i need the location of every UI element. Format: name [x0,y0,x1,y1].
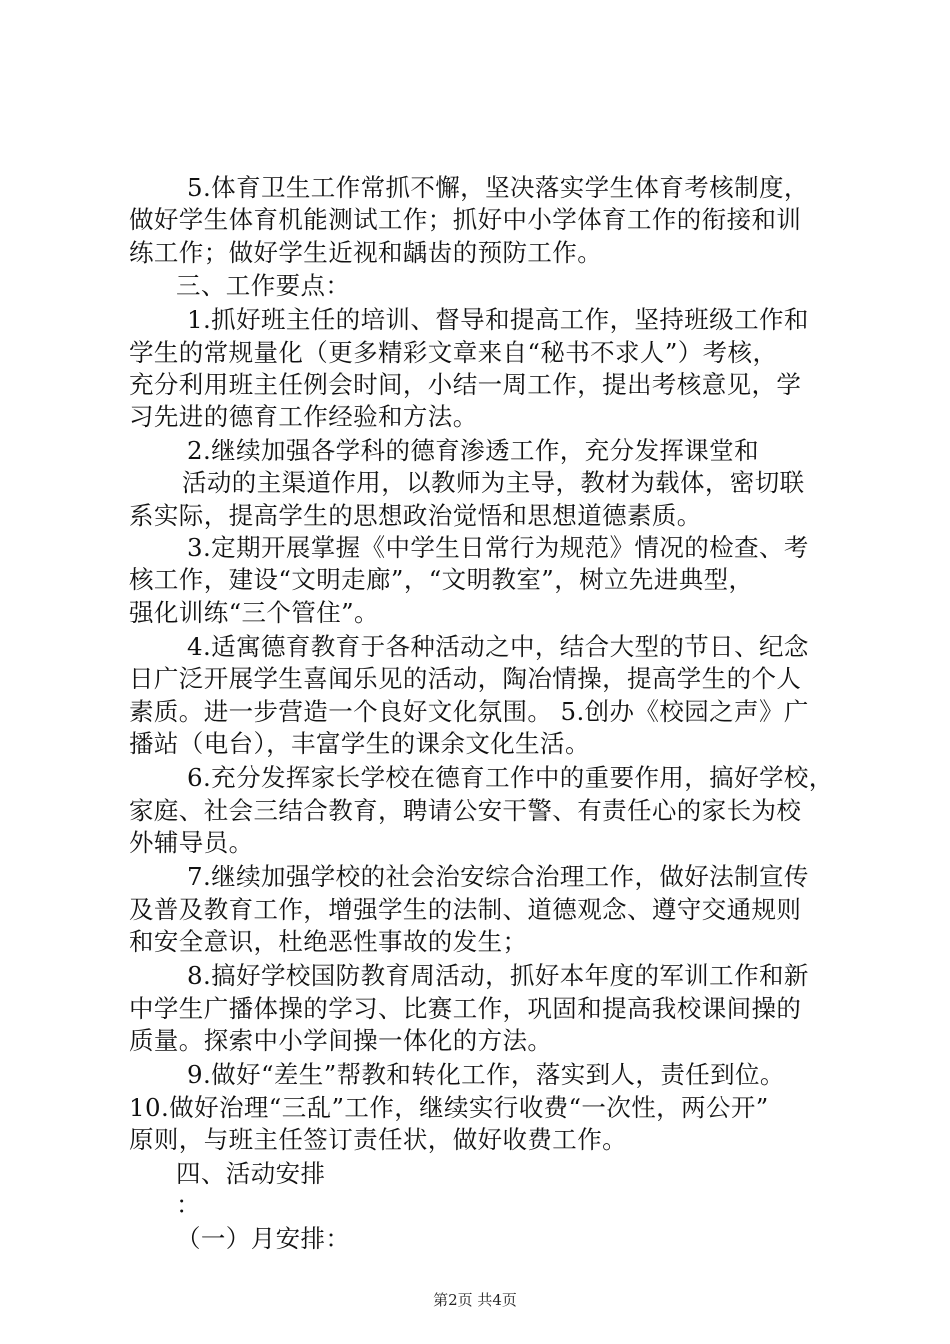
text-line: 活动的主渠道作用，以教师为主导，教材为载体，密切联 [182,468,805,497]
text-line: 3.定期开展掌握《中学生日常行为规范》情况的检查、考 [187,533,809,562]
text-line: 中学生广播体操的学习、比赛工作，巩固和提高我校课间操的 [129,994,802,1023]
section-heading: 三、工作要点： [176,271,351,300]
text-line: 外辅导员。 [129,828,254,857]
text-line: 充分利用班主任例会时间，小结一周工作，提出考核意见，学 [129,370,802,399]
text-line: 原则，与班主任签订责任状，做好收费工作。 [129,1125,627,1154]
text-line: 10.做好治理“三乱”工作，继续实行收费“一次性，两公开” [129,1093,769,1122]
text-line: 家庭、社会三结合教育，聘请公安干警、有责任心的家长为校 [129,796,802,825]
text-line: 2.继续加强各学科的德育渗透工作，充分发挥课堂和 [187,436,759,465]
text-line: 6.充分发挥家长学校在德育工作中的重要作用，搞好学校， [187,763,834,792]
text-line: 练工作；做好学生近视和龋齿的预防工作。 [129,238,603,267]
text-line: 核工作，建设“文明走廊”，“文明教室”，树立先进典型， [129,565,754,594]
text-line: 做好学生体育机能测试工作；抓好中小学体育工作的衔接和训 [129,205,802,234]
text-line: 素质。进一步营造一个良好文化氛围。 5.创办《校园之声》广 [129,697,809,726]
text-line: 播站（电台），丰富学生的课余文化生活。 [129,729,590,758]
section-heading: 四、活动安排 [176,1159,326,1188]
page-number-footer: 第2页 共4页 [433,1291,517,1309]
text-line: 及普及教育工作，增强学生的法制、道德观念、遵守交通规则 [129,895,802,924]
text-line: 强化训练“三个管住”。 [129,598,379,627]
text-line: 4.适寓德育教育于各种活动之中，结合大型的节日、纪念 [187,632,809,661]
text-line: ： [176,1190,201,1219]
text-line: 5.体育卫生工作常抓不懈，坚决落实学生体育考核制度， [187,173,809,202]
subsection-heading: （一）月安排： [176,1224,351,1253]
text-line: 和安全意识，杜绝恶性事故的发生； [129,927,528,956]
text-line: 习先进的德育工作经验和方法。 [129,402,478,431]
text-line: 7.继续加强学校的社会治安综合治理工作，做好法制宣传 [187,862,809,891]
text-line: 系实际，提高学生的思想政治觉悟和思想道德素质。 [129,501,702,530]
text-line: 8.搞好学校国防教育周活动，抓好本年度的军训工作和新 [187,961,809,990]
text-line: 日广泛开展学生喜闻乐见的活动，陶冶情操，提高学生的个人 [129,664,802,693]
text-line: 1.抓好班主任的培训、督导和提高工作，坚持班级工作和 [187,305,809,334]
text-line: 质量。探索中小学间操一体化的方法。 [129,1026,553,1055]
text-line: 9.做好“差生”帮教和转化工作，落实到人，责任到位。 [187,1060,785,1089]
text-line: 学生的常规量化（更多精彩文章来自“秘书不求人”）考核， [129,338,778,367]
